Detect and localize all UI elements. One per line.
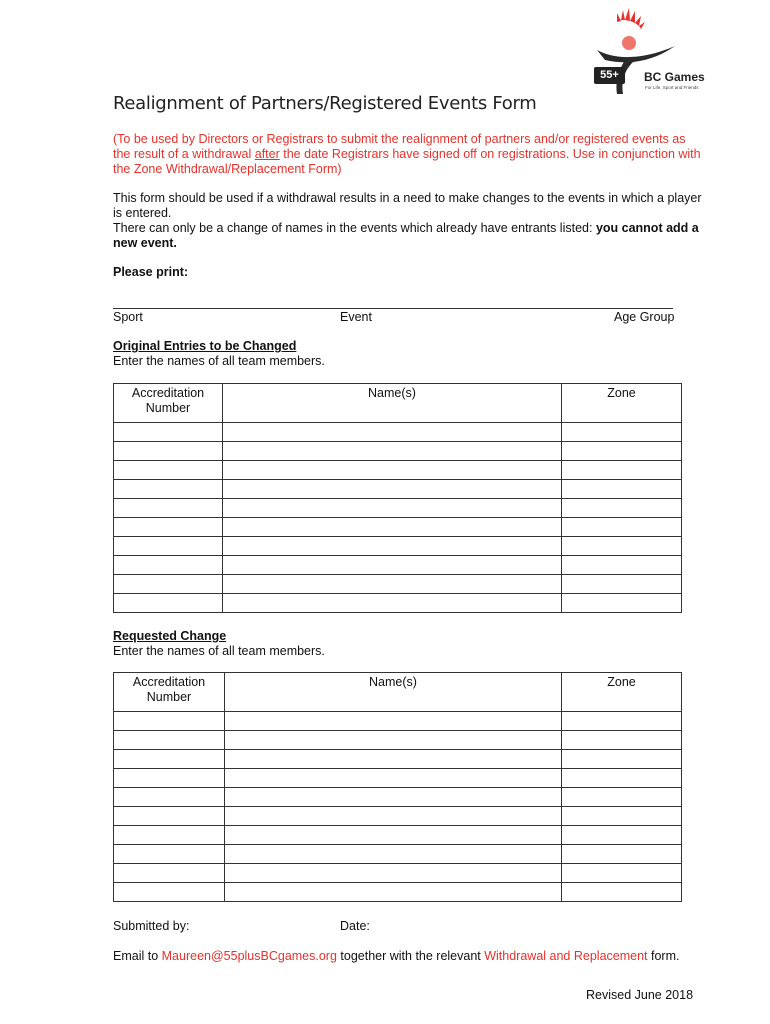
zone-cell[interactable] (562, 556, 682, 575)
names-header: Name(s) (223, 384, 562, 423)
names-header: Name(s) (225, 673, 562, 712)
table-row (114, 594, 682, 613)
zone-cell[interactable] (562, 712, 682, 731)
please-print-label: Please print: (113, 265, 189, 279)
table-row (114, 423, 682, 442)
entry-line[interactable] (113, 308, 673, 309)
table-row (114, 826, 682, 845)
zone-cell[interactable] (562, 769, 682, 788)
names-cell[interactable] (223, 480, 562, 499)
accreditation-cell[interactable] (114, 442, 223, 461)
names-cell[interactable] (223, 442, 562, 461)
accreditation-cell[interactable] (114, 518, 223, 537)
accreditation-header: Accreditation Number (114, 384, 223, 423)
accreditation-cell[interactable] (114, 883, 225, 902)
table-header-row (114, 673, 682, 712)
table-row (114, 499, 682, 518)
table-row (114, 864, 682, 883)
accreditation-cell[interactable] (114, 480, 223, 499)
intro-note: (To be used by Directors or Registrars to submit the realignment of partners and/or registered events as the result of a withdrawal after the date Registrars have signed off on registrations. Use in conjunction with the Zone Withdrawal/Replacement Form) (113, 132, 701, 176)
zone-cell[interactable] (562, 537, 682, 556)
table-row (114, 575, 682, 594)
swoosh-icon (597, 46, 675, 62)
table-row (114, 807, 682, 826)
names-cell[interactable] (223, 537, 562, 556)
accreditation-cell[interactable] (114, 423, 223, 442)
zone-cell[interactable] (562, 864, 682, 883)
accreditation-cell[interactable] (114, 556, 223, 575)
table-row (114, 731, 682, 750)
logo-badge: 55+ (594, 67, 625, 84)
accreditation-cell[interactable] (114, 788, 225, 807)
logo-name: BC Games (644, 70, 705, 84)
sun-icon (622, 36, 636, 50)
accreditation-cell[interactable] (114, 807, 225, 826)
table-row (114, 712, 682, 731)
table-row (114, 845, 682, 864)
names-cell[interactable] (225, 864, 562, 883)
accreditation-cell[interactable] (114, 575, 223, 594)
accreditation-header: Accreditation Number (114, 673, 225, 712)
zone-cell[interactable] (562, 499, 682, 518)
submitted-by-label: Submitted by: (113, 919, 190, 933)
original-section-title: Original Entries to be Changed (113, 339, 297, 353)
table-row (114, 556, 682, 575)
usage-text: This form should be used if a withdrawal results in a need to make changes to the events in which a player is entered. There can only be a change of names in the events which already have entrants listed: you cannot add a new event. (113, 191, 702, 250)
names-cell[interactable] (225, 826, 562, 845)
accreditation-cell[interactable] (114, 845, 225, 864)
zone-cell[interactable] (562, 480, 682, 499)
accreditation-cell[interactable] (114, 499, 223, 518)
email-instruction: Email to Maureen@55plusBCgames.org together with the relevant Withdrawal and Replacement form. (113, 949, 680, 963)
names-cell[interactable] (223, 423, 562, 442)
names-cell[interactable] (225, 807, 562, 826)
sport-label: Sport (113, 310, 143, 324)
accreditation-cell[interactable] (114, 461, 223, 480)
table-row (114, 750, 682, 769)
revision-date: Revised June 2018 (586, 988, 694, 1002)
zone-cell[interactable] (562, 788, 682, 807)
table-header-row (114, 384, 682, 423)
accreditation-cell[interactable] (114, 537, 223, 556)
original-instruction: Enter the names of all team members. (113, 354, 325, 368)
names-cell[interactable] (223, 461, 562, 480)
names-cell[interactable] (223, 499, 562, 518)
names-cell[interactable] (223, 575, 562, 594)
withdrawal-form-link[interactable]: Withdrawal and Replacement (484, 949, 648, 963)
accreditation-cell[interactable] (114, 826, 225, 845)
table-row (114, 769, 682, 788)
names-cell[interactable] (225, 750, 562, 769)
table-row (114, 883, 682, 902)
table-row (114, 518, 682, 537)
table-row (114, 480, 682, 499)
names-cell[interactable] (225, 731, 562, 750)
names-cell[interactable] (225, 788, 562, 807)
requested-section-title: Requested Change (113, 629, 227, 643)
zone-header: Zone (562, 673, 682, 712)
zone-cell[interactable] (562, 461, 682, 480)
zone-cell[interactable] (562, 845, 682, 864)
names-cell[interactable] (225, 769, 562, 788)
zone-cell[interactable] (562, 750, 682, 769)
zone-cell[interactable] (562, 518, 682, 537)
accreditation-cell[interactable] (114, 769, 225, 788)
logo-tagline: For Life, Sport and Friends (645, 85, 699, 90)
zone-cell[interactable] (562, 731, 682, 750)
original-entries-table (113, 383, 682, 613)
zone-cell[interactable] (562, 594, 682, 613)
accreditation-cell[interactable] (114, 750, 225, 769)
names-cell[interactable] (225, 883, 562, 902)
requested-instruction: Enter the names of all team members. (113, 644, 325, 658)
accreditation-cell[interactable] (114, 712, 225, 731)
table-row (114, 788, 682, 807)
table-row (114, 442, 682, 461)
accreditation-cell[interactable] (114, 731, 225, 750)
table-row (114, 461, 682, 480)
names-cell[interactable] (223, 556, 562, 575)
zone-cell[interactable] (562, 883, 682, 902)
page-title: Realignment of Partners/Registered Events Form (113, 93, 537, 114)
names-cell[interactable] (223, 594, 562, 613)
date-label: Date: (340, 919, 370, 933)
zone-cell[interactable] (562, 423, 682, 442)
zone-header: Zone (562, 384, 682, 423)
zone-cell[interactable] (562, 575, 682, 594)
names-cell[interactable] (225, 712, 562, 731)
names-cell[interactable] (225, 845, 562, 864)
accreditation-cell[interactable] (114, 594, 223, 613)
accreditation-cell[interactable] (114, 864, 225, 883)
email-link[interactable]: Maureen@55plusBCgames.org (161, 949, 337, 963)
zone-cell[interactable] (562, 442, 682, 461)
table-row (114, 537, 682, 556)
age-group-label: Age Group (614, 310, 675, 324)
names-cell[interactable] (223, 518, 562, 537)
zone-cell[interactable] (562, 807, 682, 826)
zone-cell[interactable] (562, 826, 682, 845)
event-label: Event (340, 310, 372, 324)
requested-entries-table (113, 672, 682, 902)
